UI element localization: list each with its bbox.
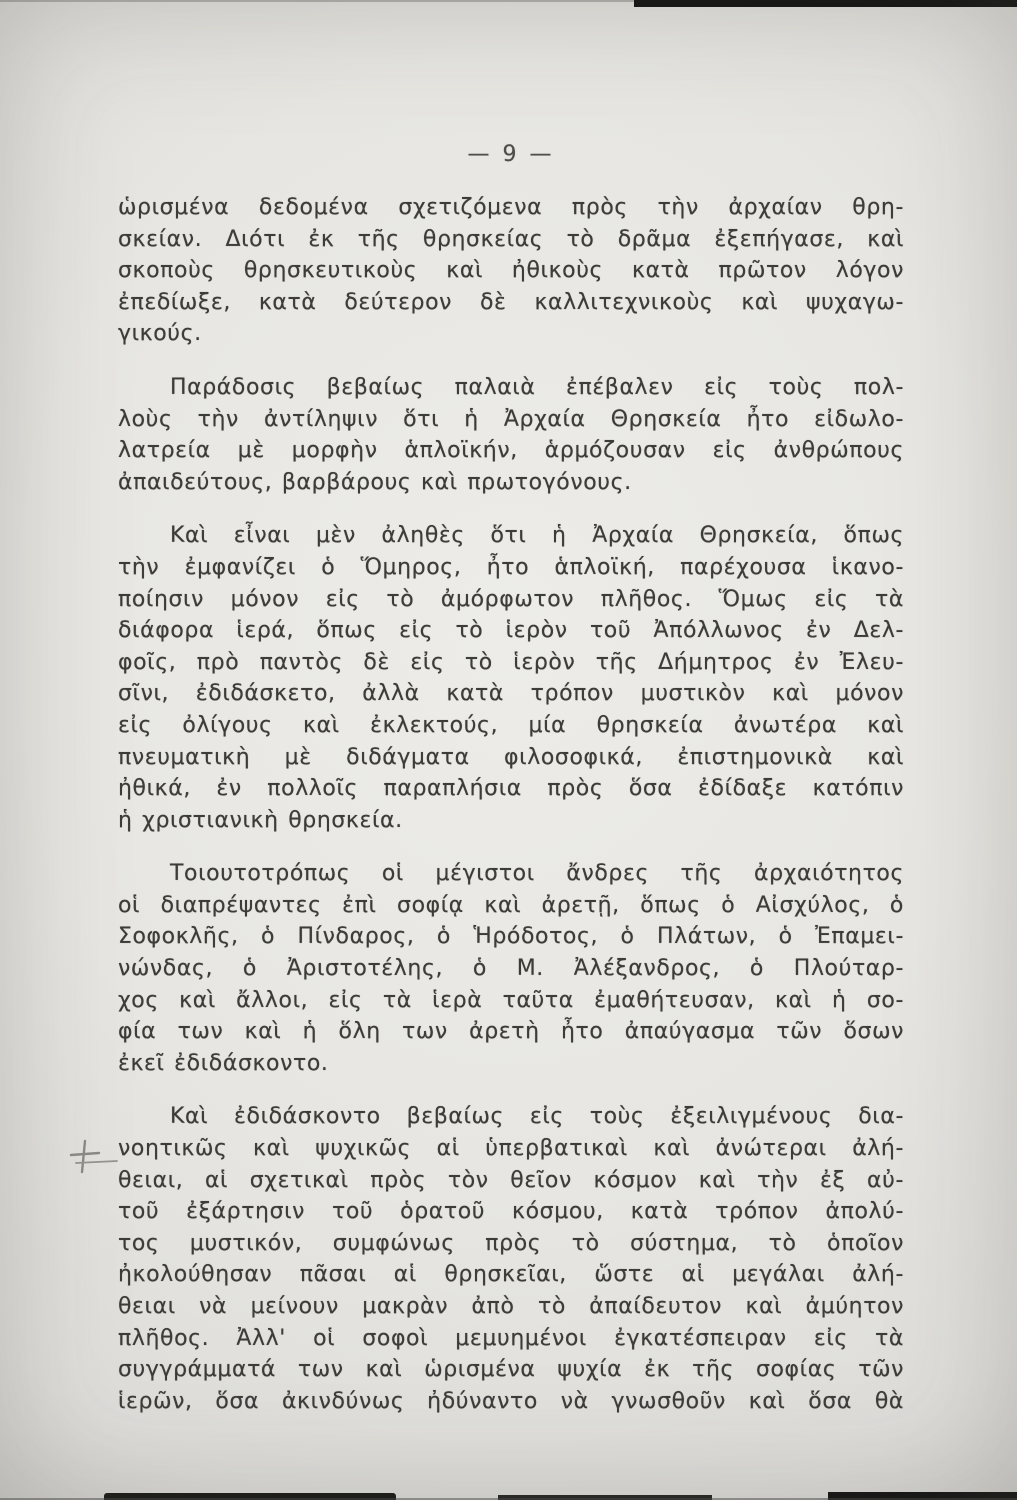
text-line: πλῆθος. Ἀλλ' οἱ σοφοὶ μεμυημένοι ἐγκατέσπειραν εἰς τὰ [118, 1325, 904, 1351]
text-line: συγγράμματά των καὶ ὡρισμένα ψυχία ἐκ τῆς σοφίας τῶν [118, 1357, 904, 1383]
text-line: ἠκολούθησαν πᾶσαι αἱ θρησκεῖαι, ὥστε αἱ μεγάλαι ἀλή- [118, 1262, 904, 1288]
text-line: λοὺς τὴν ἀντίληψιν ὅτι ἡ Ἀρχαία Θρησκεία ἦτο εἰδωλο- [118, 406, 904, 432]
text-line: θειαι, αἱ σχετικαὶ πρὸς τὸν θεῖον κόσμον καὶ τὴν ἐξ αὐ- [118, 1167, 904, 1193]
text-line: ἱερῶν, ὅσα ἀκινδύνως ἠδύναντο νὰ γνωσθοῦν καὶ ὅσα θὰ [118, 1388, 904, 1414]
text-line: διάφορα ἱερά, ὅπως εἰς τὸ ἱερὸν τοῦ Ἀπόλλωνος ἐν Δελ- [118, 618, 904, 644]
text-line: Καὶ ἐδιδάσκοντο βεβαίως εἰς τοὺς ἐξειλιγμένους δια- [170, 1104, 904, 1130]
text-line: νοητικῶς καὶ ψυχικῶς αἱ ὑπερβατικαὶ καὶ ἀνώτεραι ἀλή- [118, 1136, 904, 1162]
text-line: θειαι νὰ μείνουν μακρὰν ἀπὸ τὸ ἀπαίδευτον καὶ ἀμύητον [118, 1294, 904, 1319]
text-block [118, 192, 904, 1439]
text-line: ὡρισμένα δεδομένα σχετιζόμενα πρὸς τὴν ἀρχαίαν θρη- [118, 195, 904, 220]
text-line: γικούς. [118, 321, 202, 347]
text-line: ἡ χριστιανικὴ θρησκεία. [118, 807, 403, 833]
text-line: φοῖς, πρὸ παντὸς δὲ εἰς τὸ ἱερὸν τῆς Δήμητρος ἐν Ἐλευ- [118, 649, 904, 675]
text-line: Καὶ εἶναι μὲν ἀληθὲς ὅτι ἡ Ἀρχαία Θρησκεία, ὅπως [170, 523, 904, 549]
text-line: Παράδοσις βεβαίως παλαιὰ ἐπέβαλεν εἰς τοὺς πολ- [170, 374, 904, 400]
text-line: σῖνι, ἐδιδάσκετο, ἀλλὰ κατὰ τρόπον μυστικὸν καὶ μόνον [118, 681, 904, 707]
text-line: ἐκεῖ ἐδιδάσκοντο. [118, 1050, 329, 1076]
text-line: ἐπεδίωξε, κατὰ δεύτερον δὲ καλλιτεχνικοὺς καὶ ψυχαγω- [118, 289, 904, 315]
text-line: οἱ διαπρέψαντες ἐπὶ σοφίᾳ καὶ ἀρετῇ, ὅπως ὁ Αἰσχύλος, ὁ [118, 892, 904, 918]
text-line: εἰς ὀλίγους καὶ ἐκλεκτούς, μία θρησκεία ἀνωτέρα καὶ [118, 712, 904, 738]
margin-pencil-mark [68, 1138, 120, 1180]
text-line: τὴν ἐμφανίζει ὁ Ὅμηρος, ἦτο ἁπλοϊκή, παρέχουσα ἱκανο- [118, 554, 904, 580]
scan-artifact-top-right-bar [634, 0, 1017, 7]
text-line: φία των καὶ ἡ ὅλη των ἀρετὴ ἦτο ἀπαύγασμα τῶν ὅσων [118, 1019, 904, 1045]
text-line: τοῦ ἐξάρτησιν τοῦ ὁρατοῦ κόσμου, κατὰ τρόπον ἀπολύ- [118, 1199, 904, 1225]
page-number: — 9 — [467, 142, 555, 167]
text-line: σκοποὺς θρησκευτικοὺς καὶ ἠθικοὺς κατὰ πρῶτον λόγον [118, 258, 904, 284]
text-line: Σοφοκλῆς, ὁ Πίνδαρος, ὁ Ἡρόδοτος, ὁ Πλάτων, ὁ Ἐπαμει- [118, 924, 904, 950]
text-line: Τοιουτοτρόπως οἱ μέγιστοι ἄνδρες τῆς ἀρχαιότητος [170, 861, 904, 887]
text-line: λατρεία μὲ μορφὴν ἁπλοϊκήν, ἁρμόζουσαν εἰς ἀνθρώπους [118, 438, 904, 464]
text-line: σκείαν. Διότι ἐκ τῆς θρησκείας τὸ δρᾶμα ἐξεπήγασε, καὶ [118, 226, 904, 252]
text-line: πνευματικὴ μὲ διδάγματα φιλοσοφικά, ἐπιστημονικὰ καὶ [118, 744, 904, 770]
text-line: τος μυστικόν, συμφώνως πρὸς τὸ σύστημα, τὸ ὁποῖον [118, 1230, 904, 1256]
text-line: νώνδας, ὁ Ἀριστοτέλης, ὁ Μ. Ἀλέξανδρος, ὁ Πλούταρ- [118, 956, 904, 982]
text-line: ποίησιν μόνον εἰς τὸ ἀμόρφωτον πλῆθος. Ὅμως εἰς τὰ [118, 586, 904, 612]
text-line: χος καὶ ἄλλοι, εἰς τὰ ἱερὰ ταῦτα ἐμαθήτευσαν, καὶ ἡ σο- [118, 987, 904, 1013]
text-line: ἠθικά, ἐν πολλοῖς παραπλήσια πρὸς ὅσα ἐδίδαξε κατόπιν [118, 776, 904, 802]
text-line: ἀπαιδεύτους, βαρβάρους καὶ πρωτογόνους. [118, 469, 632, 495]
